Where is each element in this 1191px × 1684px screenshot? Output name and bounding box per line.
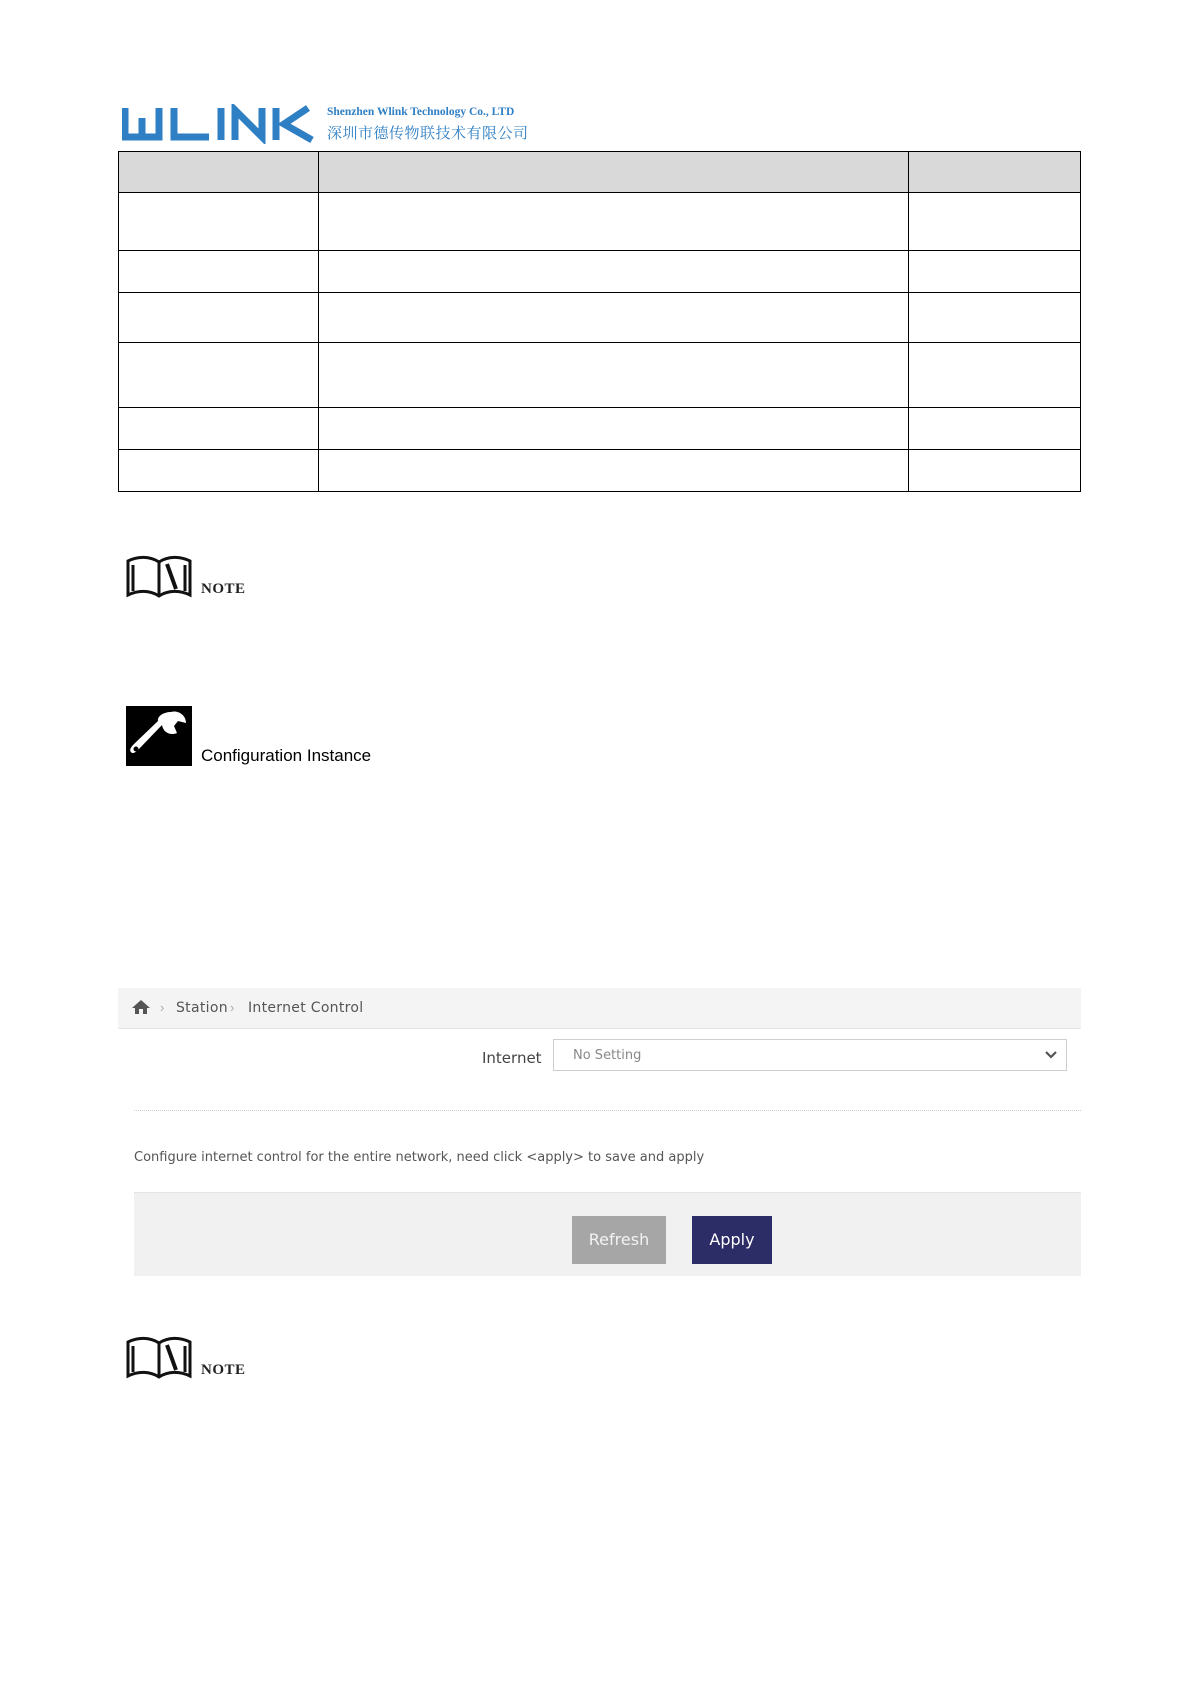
- note-label: NOTE: [201, 1362, 246, 1378]
- table-cell: [909, 251, 1081, 293]
- internet-select-value: No Setting: [573, 1048, 642, 1063]
- chevron-down-icon: [1044, 1050, 1058, 1060]
- help-text: Configure internet control for the entire network, need click <apply> to save and apply: [134, 1150, 705, 1165]
- table-cell: [319, 343, 909, 408]
- home-icon[interactable]: [131, 999, 151, 1015]
- table-row: [119, 193, 1081, 251]
- apply-button[interactable]: Apply: [692, 1216, 772, 1264]
- table-header-cell: [909, 152, 1081, 193]
- button-bar: [134, 1192, 1081, 1276]
- table-row: [119, 408, 1081, 450]
- parameter-table: [118, 151, 1081, 492]
- table-cell: [119, 193, 319, 251]
- company-logo: [122, 104, 529, 148]
- breadcrumb-item-internet-control: Internet Control: [248, 1000, 364, 1016]
- table-row: [119, 251, 1081, 293]
- table-row: [119, 450, 1081, 492]
- internet-label: Internet: [482, 1049, 542, 1067]
- configuration-instance-title: Configuration Instance: [201, 746, 372, 765]
- table-cell: [319, 450, 909, 492]
- table-cell: [319, 251, 909, 293]
- table-cell: [119, 293, 319, 343]
- table-cell: [119, 408, 319, 450]
- table-header-cell: [319, 152, 909, 193]
- internet-select[interactable]: [553, 1039, 1067, 1071]
- wrench-icon: [126, 706, 192, 766]
- note-label: NOTE: [201, 581, 246, 597]
- table-cell: [119, 251, 319, 293]
- open-book-icon: [124, 1334, 194, 1382]
- table-cell: [909, 343, 1081, 408]
- table-header-cell: [119, 152, 319, 193]
- note-block: [124, 1334, 264, 1384]
- chevron-right-icon: ›: [160, 1000, 165, 1015]
- table-cell: [909, 450, 1081, 492]
- company-name-en: Shenzhen Wlink Technology Co., LTD: [327, 106, 515, 118]
- wlink-wordmark-icon: [122, 104, 322, 144]
- table-header-row: [119, 152, 1081, 193]
- chevron-right-icon: ›: [230, 1000, 235, 1015]
- table-cell: [319, 193, 909, 251]
- open-book-icon: [124, 553, 194, 601]
- table-cell: [119, 343, 319, 408]
- breadcrumb: [118, 988, 1081, 1029]
- refresh-button[interactable]: Refresh: [572, 1216, 666, 1264]
- note-block: [124, 553, 264, 603]
- table-cell: [119, 450, 319, 492]
- table-row: [119, 293, 1081, 343]
- table-cell: [909, 408, 1081, 450]
- company-name-cn: 深圳市德传物联技术有限公司: [327, 124, 529, 142]
- table-cell: [319, 408, 909, 450]
- table-cell: [319, 293, 909, 343]
- breadcrumb-item-station[interactable]: Station: [176, 1000, 228, 1016]
- table-cell: [909, 193, 1081, 251]
- table-row: [119, 343, 1081, 408]
- table-cell: [909, 293, 1081, 343]
- divider: [134, 1110, 1081, 1111]
